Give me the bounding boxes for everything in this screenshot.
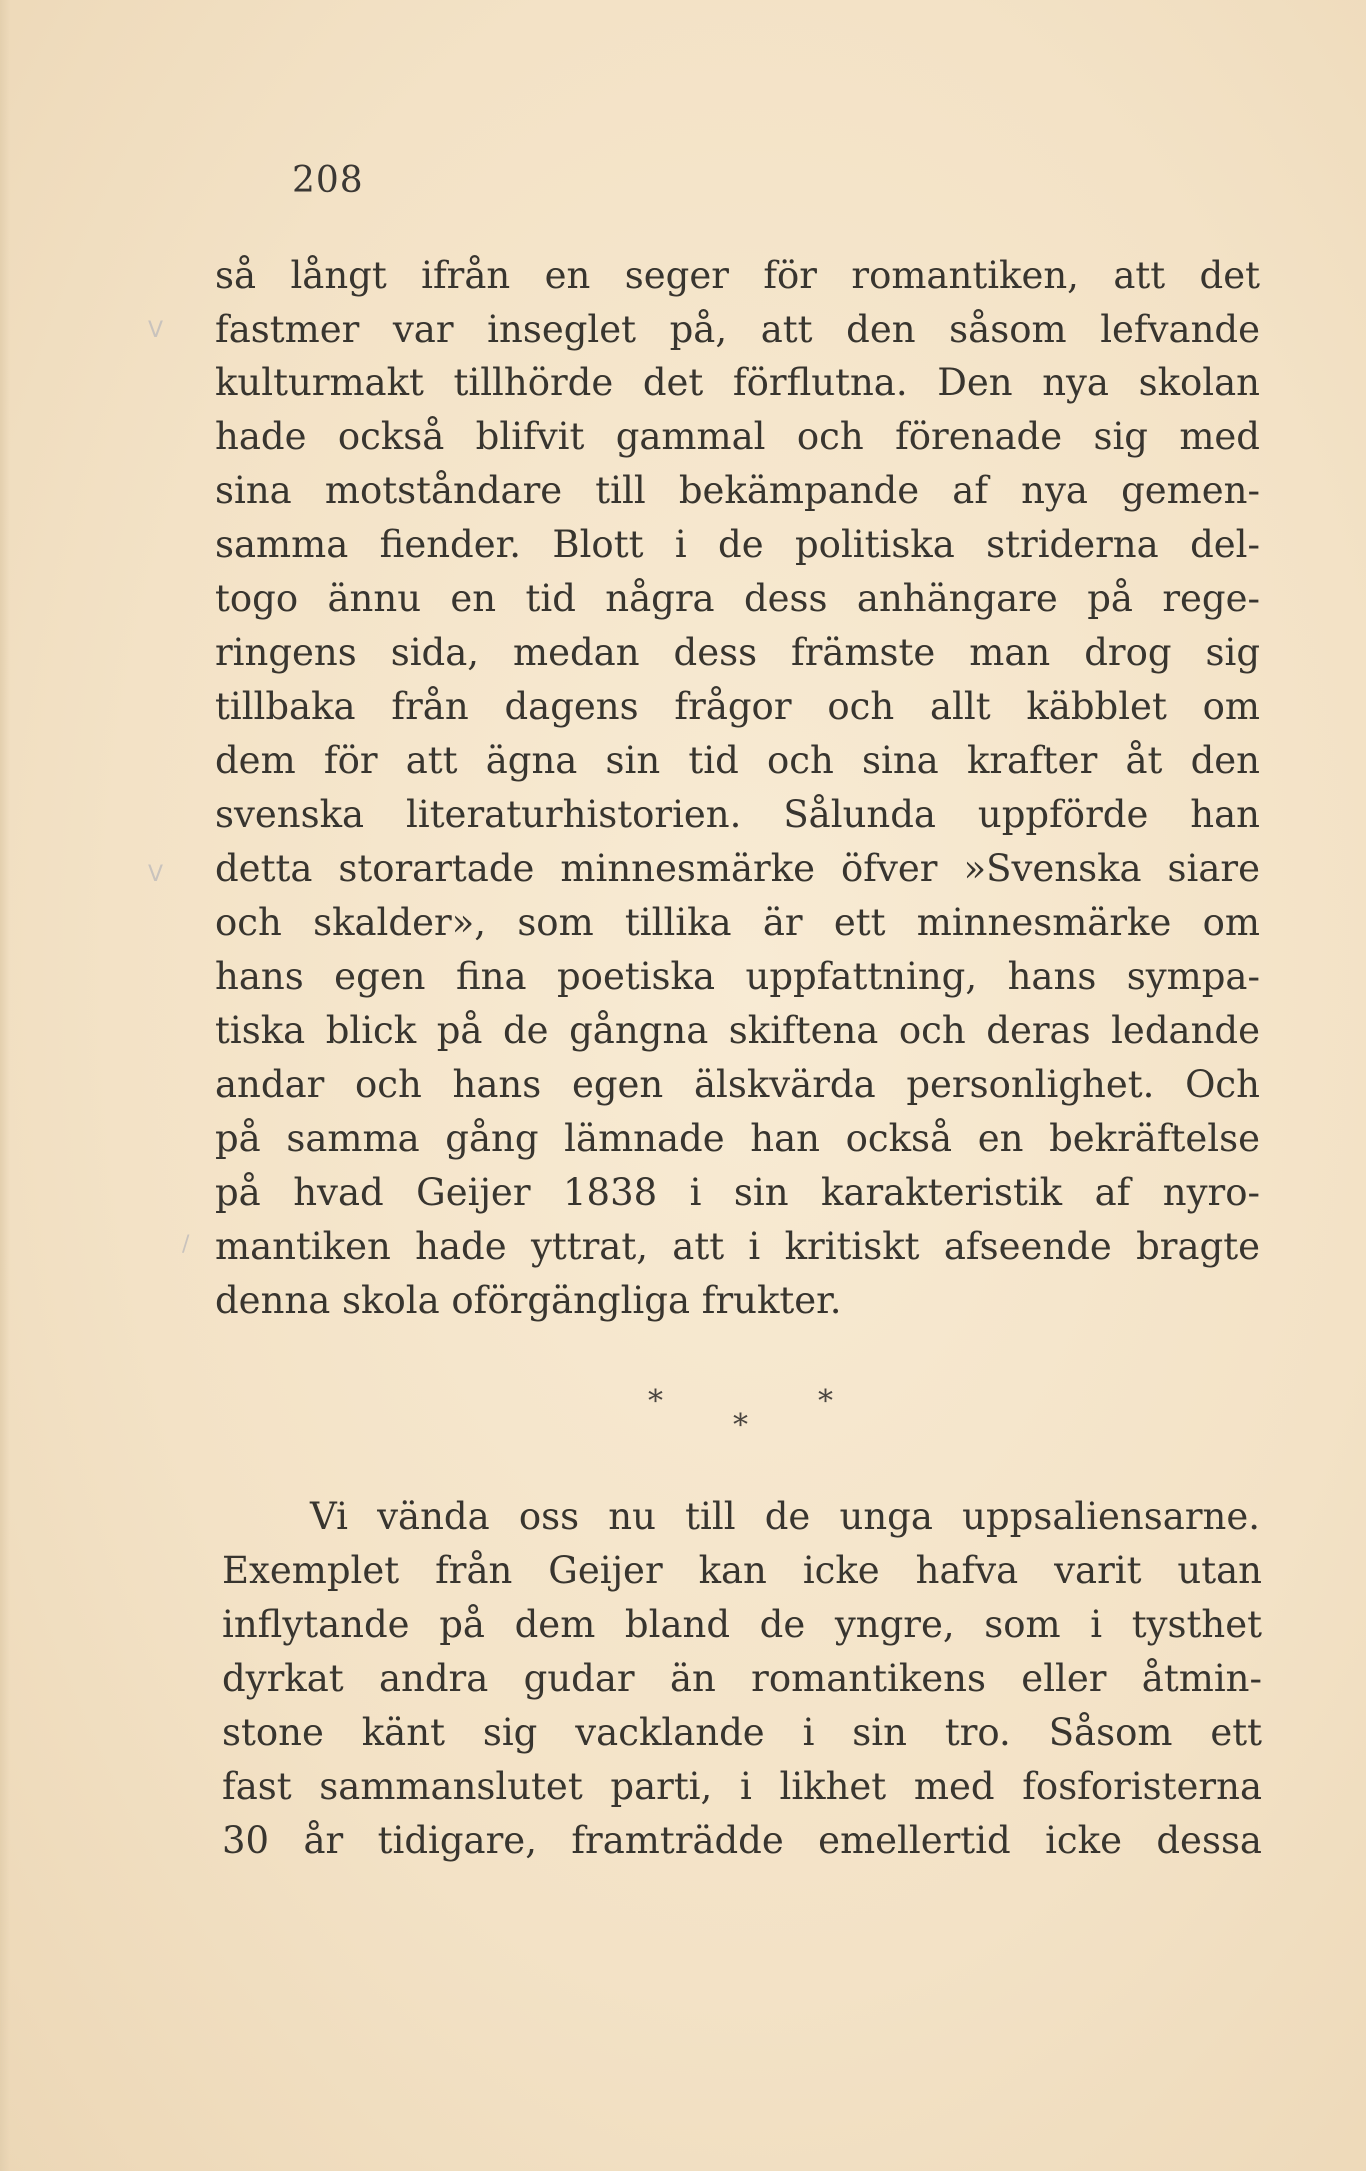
text-line: på hvad Geijer 1838 i sin karakteristik af nyro- (215, 1171, 1260, 1214)
text-line: dyrkat andra gudar än romantikens eller åtmin- (222, 1657, 1262, 1700)
separator-asterisk: * (818, 1384, 833, 1419)
text-line: Vi vända oss nu till de unga uppsaliensarne. (310, 1495, 1260, 1538)
text-line: andar och hans egen älskvärda personlighet. Och (215, 1063, 1260, 1106)
text-line: och skalder», som tillika är ett minnesmärke om (215, 901, 1260, 944)
text-line: mantiken hade yttrat, att i kritiskt afseende bragte (215, 1225, 1260, 1268)
text-line: 30 år tidigare, framträdde emellertid icke dessa (222, 1819, 1262, 1862)
text-line: tillbaka från dagens frågor och allt käbblet om (215, 685, 1260, 728)
text-line: sina motståndare till bekämpande af nya gemen- (215, 469, 1260, 512)
text-line: hans egen fina poetiska uppfattning, hans sympa- (215, 955, 1260, 998)
separator-asterisk: * (733, 1408, 748, 1443)
margin-mark: V (148, 862, 164, 887)
page-number: 208 (292, 160, 364, 201)
separator-asterisk: * (648, 1384, 663, 1419)
margin-mark: / (182, 1232, 190, 1257)
text-line: denna skola oförgängliga frukter. (215, 1279, 842, 1322)
text-line: togo ännu en tid några dess anhängare på rege- (215, 577, 1260, 620)
text-line: dem för att ägna sin tid och sina krafter åt den (215, 739, 1260, 782)
text-line: fastmer var inseglet på, att den såsom lefvande (215, 308, 1260, 351)
text-line: stone känt sig vacklande i sin tro. Såsom ett (222, 1711, 1262, 1754)
text-line: inflytande på dem bland de yngre, som i tysthet (222, 1603, 1262, 1646)
text-line: fast sammanslutet parti, i likhet med fosforisterna (222, 1765, 1262, 1808)
text-line: ringens sida, medan dess främste man drog sig (215, 631, 1260, 674)
text-line: Exemplet från Geijer kan icke hafva varit utan (222, 1549, 1262, 1592)
text-line: svenska literaturhistorien. Sålunda uppförde han (215, 793, 1260, 836)
text-line: på samma gång lämnade han också en bekräftelse (215, 1117, 1260, 1160)
margin-mark: V (148, 318, 164, 343)
text-line: detta storartade minnesmärke öfver »Svenska siare (215, 847, 1260, 890)
text-line: hade också blifvit gammal och förenade sig med (215, 415, 1260, 458)
text-line: samma fiender. Blott i de politiska striderna del- (215, 523, 1260, 566)
text-line: kulturmakt tillhörde det förflutna. Den nya skolan (215, 361, 1260, 404)
text-line: tiska blick på de gångna skiftena och deras ledande (215, 1009, 1260, 1052)
text-line: så långt ifrån en seger för romantiken, att det (215, 254, 1260, 297)
